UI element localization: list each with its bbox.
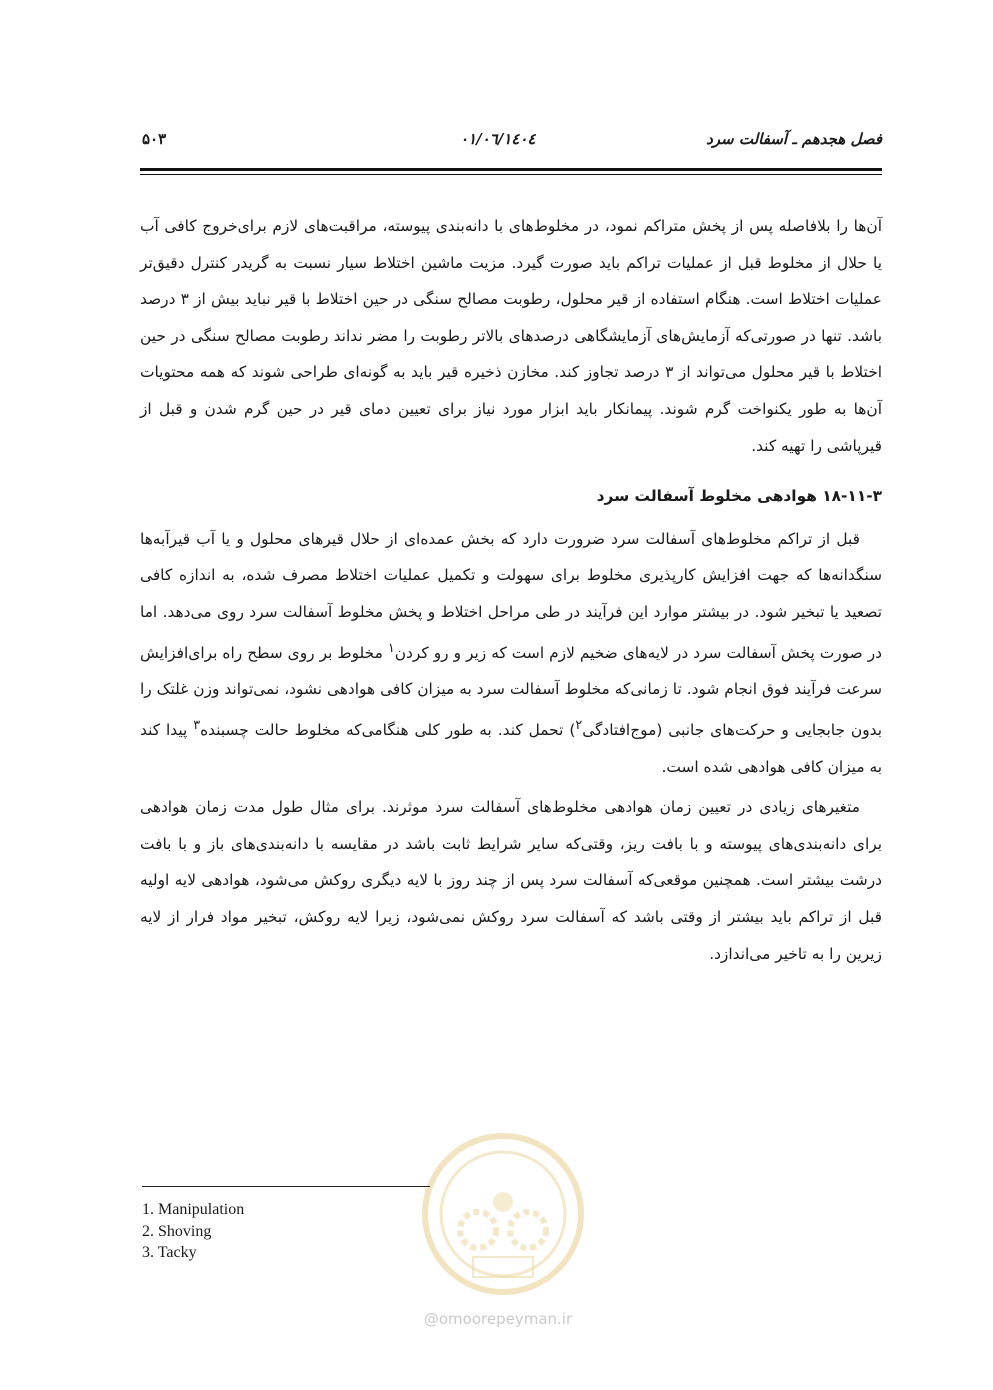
paragraph-2-part-b: مخلوط بر روی سطح راه برای‌افزایش سرعت فرآیند فوق انجام شود. تا زمانی‌که مخلوط آسفالت سرد به میزان کافی هوادهی نشود، نمی‌تواند وزن غلتک را بدون جابجایی و حرکت‌های جانبی (موج‌افتادگی (140, 643, 882, 739)
footnote-2: 2. Shoving (142, 1222, 212, 1240)
header-rule-thin (140, 174, 882, 175)
body-text (140, 208, 882, 972)
footnote-marker-2: ۲ (575, 717, 583, 733)
footnote-1: 1. Manipulation (142, 1201, 245, 1218)
footnote-marker-3: ۳ (193, 717, 201, 733)
footnote-marker-1: ۱ (387, 640, 395, 656)
footnote-rule (142, 1186, 430, 1187)
paragraph-2-part-a: قبل از تراکم مخلوط‌های آسفالت سرد ضرورت دارد که بخش عمده‌ای از حلال قیرهای محلول و یا آب قیرآبه‌ها سنگدانه‌ها که جهت افزایش کارپذیری مخلوط برای سهولت و تکمیل عملیات اختلاط مصرف شده، به اندازه کافی تصعید یا تبخیر شود. در بیشتر موارد این فرآیند در طی مراحل اختلاط و پخش مخلوط آسفالت سرد روی می‌دهد. اما در صورت پخش آسفالت سرد در لایه‌های ضخیم لازم است که زیر و رو کردن (140, 529, 882, 662)
paragraph-2-part-d: پیدا کند به میزان کافی هوادهی شده است. (140, 720, 882, 776)
section-heading: ۱۸-۱۱-۳ هوادهی مخلوط آسفالت سرد (596, 487, 882, 506)
footnote-3: 3. Tacky (142, 1244, 197, 1261)
footnotes (142, 1199, 244, 1264)
chapter-title: فصل هجدهم ـ آسفالت سرد (706, 130, 882, 148)
header-date: ۱٤۰٤/۰٦/۰۱ (460, 130, 536, 148)
paragraph-2-part-c: ) تحمل کند. به طور کلی هنگامی‌که مخلوط حالت چسبنده (200, 720, 576, 739)
paragraph-2 (140, 521, 882, 785)
paragraph-1: آن‌ها را بلافاصله پس از پخش متراکم نمود، در مخلوط‌های با دانه‌بندی پیوسته، مراقبت‌های لازم برای‌خروج کافی آب یا حلال از مخلوط قبل از عملیات تراکم باید صورت گیرد. مزیت ماشین اختلاط سیار نسبت به گریدر کنترل دقیق‌تر عملیات اختلاط است. هنگام استفاده از قیر محلول، رطوبت مصالح سنگی در حین اختلاط با قیر نباید بیش از ۳ درصد باشد. تنها در صورتی‌که آزمایش‌های آزمایشگاهی درصدهای بالاتر رطوبت را مضر نداند رطوبت مصالح سنگی در حین اختلاط با قیر محلول می‌تواند از ۳ درصد تجاوز کند. مخازن ذخیره قیر باید به گونه‌ای طراحی شوند که همه محتویات آن‌ها به طور یکنواخت گرم شوند. پیمانکار باید ابزار مورد نیاز برای تعیین دمای قیر در حین گرم شدن و قبل از قیرپاشی را تهیه کند. (140, 217, 882, 455)
paragraph-3: متغیرهای زیادی در تعیین زمان هوادهی مخلوط‌های آسفالت سرد موثرند. برای مثال طول مدت زمان هوادهی برای دانه‌بندی‌های پیوسته و با بافت ریز، وقتی‌که سایر شرایط ثابت باشد در مقایسه با دانه‌بندی‌های باز و با بافت درشت بیشتر است. همچنین موقعی‌که آسفالت سرد پس از چند روز با لایه دیگری روکش می‌شود، هوادهی لایه اولیه قبل از تراکم باید بیشتر از وقتی باشد که آسفالت سرد روکش نمی‌شود، زیرا لایه روکش، تبخیر مواد فرار از لایه زیرین را به تاخیر می‌اندازد. (140, 798, 882, 963)
page-number: ۵۰۳ (142, 130, 167, 148)
watermark-text: @omoorepeyman.ir (423, 1310, 573, 1328)
watermark-logo (378, 1132, 628, 1332)
page-header (140, 122, 882, 158)
header-rule-thick (140, 168, 882, 171)
